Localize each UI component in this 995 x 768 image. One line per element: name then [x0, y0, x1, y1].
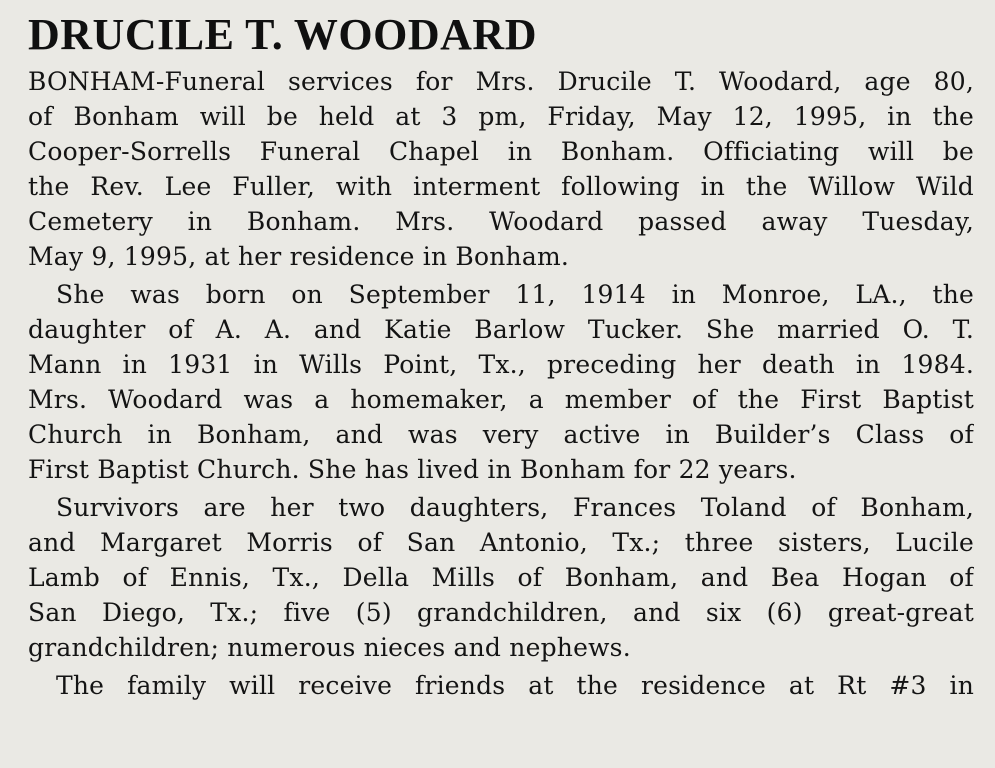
paragraph-survivors: [28, 490, 974, 665]
obituary-title: DRUCILE T. WOODARD: [28, 10, 537, 59]
text-line: BONHAM-Funeral services for Mrs. Drucile T. Woodard, age 80,: [28, 67, 974, 96]
text-line: Mann in 1931 in Wills Point, Tx., preceding her death in 1984.: [28, 350, 974, 379]
text-line: She was born on September 11, 1914 in Monroe, LA., the: [56, 280, 974, 309]
text-line: The family will receive friends at the residence at Rt #3 in: [56, 671, 974, 700]
text-line: San Diego, Tx.; five (5) grandchildren, and six (6) great-great: [28, 598, 974, 627]
text-line: Cooper-Sorrells Funeral Chapel in Bonham. Officiating will be: [28, 137, 974, 166]
text-line: First Baptist Church. She has lived in Bonham for 22 years.: [28, 455, 797, 484]
text-line: Church in Bonham, and was very active in Builder’s Class of: [28, 420, 974, 449]
text-line: Mrs. Woodard was a homemaker, a member of the First Baptist: [28, 385, 974, 414]
text-line: and Margaret Morris of San Antonio, Tx.; three sisters, Lucile: [28, 528, 974, 557]
text-line: Lamb of Ennis, Tx., Della Mills of Bonham, and Bea Hogan of: [28, 563, 974, 592]
obituary-body: [28, 64, 974, 705]
text-line: Survivors are her two daughters, Frances Toland of Bonham,: [56, 493, 974, 522]
text-line: grandchildren; numerous nieces and nephews.: [28, 633, 631, 662]
text-line: daughter of A. A. and Katie Barlow Tucker. She married O. T.: [28, 315, 974, 344]
paragraph-biography: [28, 277, 974, 487]
text-line: Cemetery in Bonham. Mrs. Woodard passed away Tuesday,: [28, 207, 974, 236]
text-line: of Bonham will be held at 3 pm, Friday, May 12, 1995, in the: [28, 102, 974, 131]
paragraph-visitation: [28, 668, 974, 702]
text-line: the Rev. Lee Fuller, with interment following in the Willow Wild: [28, 172, 974, 201]
text-line: May 9, 1995, at her residence in Bonham.: [28, 242, 570, 271]
paragraph-funeral-services: [28, 64, 974, 274]
